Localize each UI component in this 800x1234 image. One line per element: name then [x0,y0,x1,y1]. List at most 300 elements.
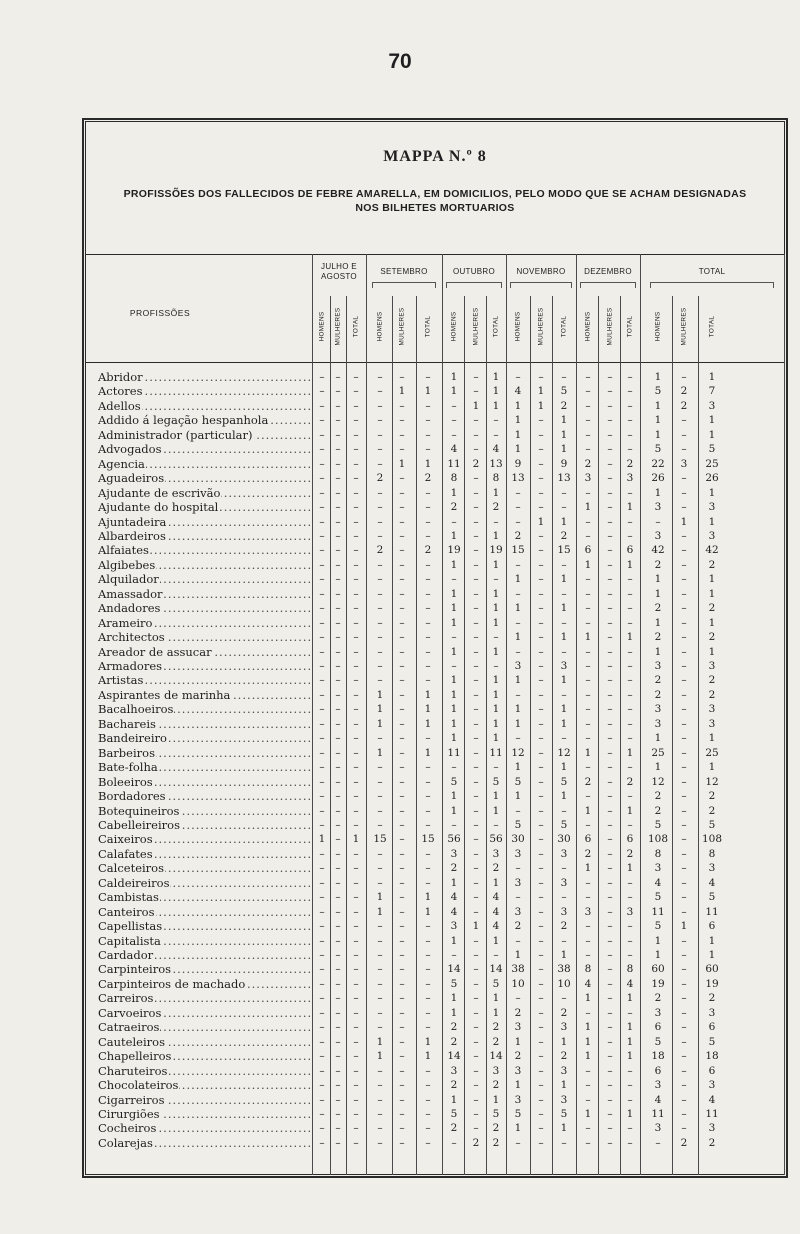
table-cell: – [585,414,591,427]
table-cell: – [681,775,687,788]
table-cell: 1 [492,529,500,542]
table-cell: – [561,587,567,600]
table-cell: – [377,818,383,831]
profession-label: Alfaiates [98,543,149,558]
table-cell: – [399,414,405,427]
profession-label: Bordadores [98,789,166,804]
table-cell: 6 [626,544,634,557]
table-cell: – [319,688,325,701]
table-cell: – [377,1021,383,1034]
table-cell: – [473,472,479,485]
table-cell: – [538,674,544,687]
table-cell: 11 [489,746,503,759]
table-cell: – [585,732,591,745]
table-cell: 1 [708,587,716,600]
profession-label: Albardeiros [98,528,166,543]
table-cell: 3 [654,660,662,672]
table-cell: – [319,529,325,542]
table-cell: – [335,645,341,658]
profession-name [98,673,312,687]
table-cell: – [681,1093,687,1106]
table-cell: 11 [651,1107,665,1120]
table-cell: 56 [447,833,461,846]
table-cell: – [399,992,405,1005]
table-cell: – [473,1079,479,1092]
table-cell: 3 [708,501,716,514]
table-cell: – [335,486,341,499]
table-cell: – [319,977,325,990]
subcolumn-header [581,296,595,356]
table-cell: – [538,544,544,557]
table-cell: – [377,428,383,441]
table-cell: – [399,501,405,514]
profession-label: Cirurgiões [98,1106,160,1121]
table-cell: – [319,905,325,918]
table-cell: – [473,1021,479,1034]
table-cell: – [681,761,687,774]
table-cell: 3 [514,1093,522,1106]
table-cell: 1 [584,501,592,514]
table-cell: – [335,847,341,860]
profession-name [98,529,312,543]
table-cell: – [335,703,341,716]
table-cell: – [319,1050,325,1063]
table-cell: 1 [560,573,568,586]
table-cell: – [399,558,405,571]
table-cell: – [681,371,687,383]
table-cell: – [319,515,325,528]
table-cell: – [473,790,479,803]
table-cell: – [538,1006,544,1019]
table-cell: – [515,862,521,875]
table-cell: – [607,1050,613,1063]
table-cell: – [399,674,405,687]
table-cell: – [399,920,405,933]
table-row [0,413,800,427]
table-cell: – [607,1021,613,1034]
table-cell: 1 [514,761,522,774]
table-cell: – [607,717,613,730]
table-cell: – [538,992,544,1005]
profession-label: Cabelleireiros [98,817,180,832]
profession-name [98,442,312,456]
subcolumn-header [469,296,483,356]
table-cell: – [335,472,341,485]
table-cell: – [473,515,479,528]
table-cell: – [473,703,479,716]
subcolumn-header [603,296,617,356]
table-cell: – [353,515,359,528]
table-cell: 2 [450,1079,458,1092]
table-cell: – [377,385,383,398]
table-cell: 1 [492,645,500,658]
profession-label: Carvoeiros [98,1005,162,1020]
table-cell: 10 [557,977,571,990]
table-cell: – [585,717,591,730]
table-cell: 1 [492,371,500,383]
table-cell: – [399,891,405,904]
table-cell: 3 [514,876,522,889]
profession-name [98,457,312,471]
table-row [0,645,800,659]
table-cell: – [627,934,633,947]
table-cell: – [607,602,613,615]
table-cell: 1 [708,414,716,427]
group-header-julho-agosto: JULHO E AGOSTO [321,262,357,281]
table-cell: – [607,934,613,947]
table-cell: 3 [560,876,568,889]
table-cell: – [627,1079,633,1092]
table-cell: – [681,631,687,644]
table-cell: – [399,1006,405,1019]
table-cell: – [538,862,544,875]
table-cell: 3 [708,703,716,716]
table-cell: 1 [450,703,458,716]
table-cell: – [681,529,687,542]
table-cell: 2 [654,790,662,803]
table-cell: – [538,1050,544,1063]
table-cell: – [538,457,544,470]
table-cell: 12 [705,775,719,788]
table-cell: – [377,486,383,499]
subcolumn-header [331,296,345,356]
profession-label: Boleeiros [98,774,153,789]
subcolumn-header-label: TOTAL [626,315,634,337]
table-cell: – [627,703,633,716]
subcolumn-header-label: HOMENS [450,311,458,341]
table-cell: – [353,385,359,398]
table-cell: – [353,992,359,1005]
table-cell: – [319,399,325,412]
table-row [0,515,800,529]
profession-label: Barbeiros [98,745,155,760]
table-cell: – [538,558,544,571]
table-cell: – [425,443,431,456]
table-cell: – [425,761,431,774]
table-row [0,659,800,673]
table-cell: 3 [450,1064,458,1077]
table-cell: – [538,833,544,846]
table-cell: – [473,660,479,672]
table-cell: 2 [680,1136,688,1149]
table-row [0,572,800,586]
table-cell: – [451,660,457,672]
table-cell: – [319,920,325,933]
subtitle-line-1: PROFISSÕES DOS FALLECIDOS DE FEBRE AMARELLA, EM DOMICILIOS, PELO MODO QUE SE ACHAM DESIGNADAS [123,188,747,200]
table-cell: – [399,631,405,644]
table-cell: 2 [654,631,662,644]
table-cell: – [335,616,341,629]
table-cell: – [425,558,431,571]
table-cell: – [607,688,613,701]
table-cell: 1 [492,703,500,716]
table-cell: – [377,1093,383,1106]
table-cell: 1 [654,934,662,947]
header-top-rule [86,254,784,255]
table-cell: – [627,761,633,774]
table-cell: 18 [651,1050,665,1063]
table-row [0,1078,800,1092]
table-cell: – [335,399,341,412]
table-cell: 108 [701,833,723,846]
table-cell: – [425,1006,431,1019]
profession-label: Capellistas [98,919,163,934]
profession-label: Arameiro [98,615,153,630]
table-cell: 1 [626,1035,634,1048]
table-cell: – [335,414,341,427]
table-cell: – [585,674,591,687]
table-cell: – [335,790,341,803]
table-cell: – [353,501,359,514]
table-cell: 1 [626,746,634,759]
table-cell: – [425,1093,431,1106]
table-cell: – [515,1136,521,1149]
table-cell: 13 [557,472,571,485]
table-cell: 1 [514,674,522,687]
profession-name [98,919,312,933]
table-cell: – [681,486,687,499]
table-cell: – [353,862,359,875]
profession-column-header: PROFISSÕES [129,308,191,318]
table-cell: – [377,949,383,961]
table-cell: 1 [450,602,458,615]
table-cell: – [681,602,687,615]
table-cell: – [473,992,479,1005]
table-cell: 5 [514,1107,522,1120]
table-cell: – [473,977,479,990]
table-cell: – [681,804,687,817]
table-cell: – [335,833,341,846]
table-cell: – [473,558,479,571]
table-cell: 3 [708,1006,716,1019]
table-cell: 5 [514,818,522,831]
table-cell: – [538,573,544,586]
table-cell: 1 [376,1050,384,1063]
table-cell: – [399,847,405,860]
table-cell: – [607,515,613,528]
profession-name [98,384,312,398]
table-cell: 5 [450,1107,458,1120]
table-cell: 3 [560,847,568,860]
table-cell: – [335,949,341,961]
table-cell: 1 [492,385,500,398]
table-cell: – [353,1107,359,1120]
table-cell: – [473,949,479,961]
table-cell: – [399,515,405,528]
profession-label: Areador de assucar [98,644,212,659]
table-cell: – [399,732,405,745]
table-cell: 4 [450,891,458,904]
table-cell: – [681,414,687,427]
table-cell: – [538,660,544,672]
table-cell: – [399,1021,405,1034]
table-cell: – [538,1093,544,1106]
table-cell: 60 [651,963,665,976]
table-cell: – [399,688,405,701]
table-cell: – [377,414,383,427]
table-cell: – [353,1006,359,1019]
table-cell: – [538,977,544,990]
subcolumn-header-label: TOTAL [560,315,568,337]
table-cell: – [561,1136,567,1149]
table-cell: 1 [560,414,568,427]
table-cell: 1 [514,414,522,427]
table-cell: – [335,818,341,831]
table-cell: – [335,920,341,933]
table-cell: – [425,804,431,817]
table-cell: – [681,645,687,658]
table-cell: 1 [560,1035,568,1048]
table-cell: – [335,1122,341,1135]
table-cell: 5 [492,775,500,788]
table-cell: – [425,631,431,644]
profession-name [98,1093,312,1107]
table-cell: – [377,660,383,672]
table-cell: 19 [447,544,461,557]
table-cell: – [681,1122,687,1135]
subcolumn-header [623,296,637,356]
profession-name [98,832,312,846]
table-cell: – [607,486,613,499]
table-cell: – [607,645,613,658]
table-cell: – [607,457,613,470]
table-cell: – [353,1079,359,1092]
table-cell: 1 [450,876,458,889]
table-cell: 1 [450,587,458,600]
subcolumn-header-label: MULHERES [398,307,406,345]
table-cell: 1 [626,501,634,514]
table-cell: 2 [708,804,716,817]
table-cell: 3 [654,703,662,716]
table-cell: – [538,847,544,860]
table-cell: 2 [472,457,480,470]
table-cell: – [377,602,383,615]
table-cell: – [425,1107,431,1120]
table-cell: 1 [654,616,662,629]
table-cell: – [538,804,544,817]
table-cell: – [319,703,325,716]
table-cell: 1 [376,905,384,918]
table-cell: – [399,645,405,658]
table-cell: 3 [708,660,716,672]
table-cell: – [473,501,479,514]
table-cell: 1 [514,949,522,961]
table-cell: – [538,602,544,615]
table-cell: – [377,616,383,629]
table-cell: 1 [492,486,500,499]
table-cell: 1 [376,891,384,904]
table-cell: – [607,558,613,571]
table-cell: 2 [654,688,662,701]
table-cell: 3 [654,862,662,875]
table-row [0,486,800,500]
table-cell: 1 [708,934,716,947]
table-cell: – [353,775,359,788]
table-cell: – [399,1079,405,1092]
profession-name [98,731,312,745]
table-cell: 4 [450,443,458,456]
profession-name [98,587,312,601]
table-cell: – [335,1006,341,1019]
table-cell: – [627,399,633,412]
table-cell: 6 [708,1021,716,1034]
table-cell: – [627,717,633,730]
table-cell: 1 [708,371,716,383]
table-cell: 1 [424,703,432,716]
table-cell: 2 [584,847,592,860]
table-cell: – [353,660,359,672]
table-cell: – [561,645,567,658]
table-cell: – [399,790,405,803]
table-cell: – [425,949,431,961]
table-cell: 1 [450,1093,458,1106]
table-cell: 38 [557,963,571,976]
table-cell: 1 [424,905,432,918]
table-cell: – [473,631,479,644]
table-row [0,471,800,485]
table-cell: – [473,804,479,817]
table-cell: – [585,920,591,933]
table-cell: 3 [708,862,716,875]
table-cell: – [473,717,479,730]
table-cell: 1 [398,385,406,398]
table-cell: 1 [492,558,500,571]
profession-name [98,962,312,976]
table-cell: – [319,602,325,615]
table-cell: – [627,529,633,542]
table-cell: – [399,472,405,485]
table-cell: – [473,587,479,600]
table-cell: – [399,775,405,788]
table-cell: 1 [492,587,500,600]
table-cell: – [493,414,499,427]
table-cell: – [538,761,544,774]
table-cell: 3 [514,1064,522,1077]
table-cell: 6 [584,544,592,557]
table-cell: – [425,529,431,542]
table-cell: – [353,472,359,485]
profession-name [98,630,312,644]
table-cell: – [607,977,613,990]
table-cell: – [607,472,613,485]
table-cell: 1 [492,876,500,889]
table-cell: 8 [584,963,592,976]
subcolumn-header [395,296,409,356]
profession-label: Capitalista [98,933,161,948]
table-cell: – [399,1093,405,1106]
table-cell: – [473,833,479,846]
table-cell: 1 [492,934,500,947]
table-cell: – [627,573,633,586]
table-cell: – [399,371,405,383]
table-cell: – [425,1079,431,1092]
profession-label: Actores [98,384,143,399]
table-cell: – [473,544,479,557]
table-cell: 1 [654,573,662,586]
table-cell: – [607,920,613,933]
table-cell: – [473,732,479,745]
table-row [0,616,800,630]
subcolumn-header [489,296,503,356]
table-cell: 30 [511,833,525,846]
table-cell: 3 [708,717,716,730]
table-row [0,1035,800,1049]
table-cell: – [655,515,661,528]
table-cell: – [681,963,687,976]
profession-label: Aguadeiros [98,471,165,486]
profession-label: Calafates [98,846,153,861]
table-row [0,977,800,991]
